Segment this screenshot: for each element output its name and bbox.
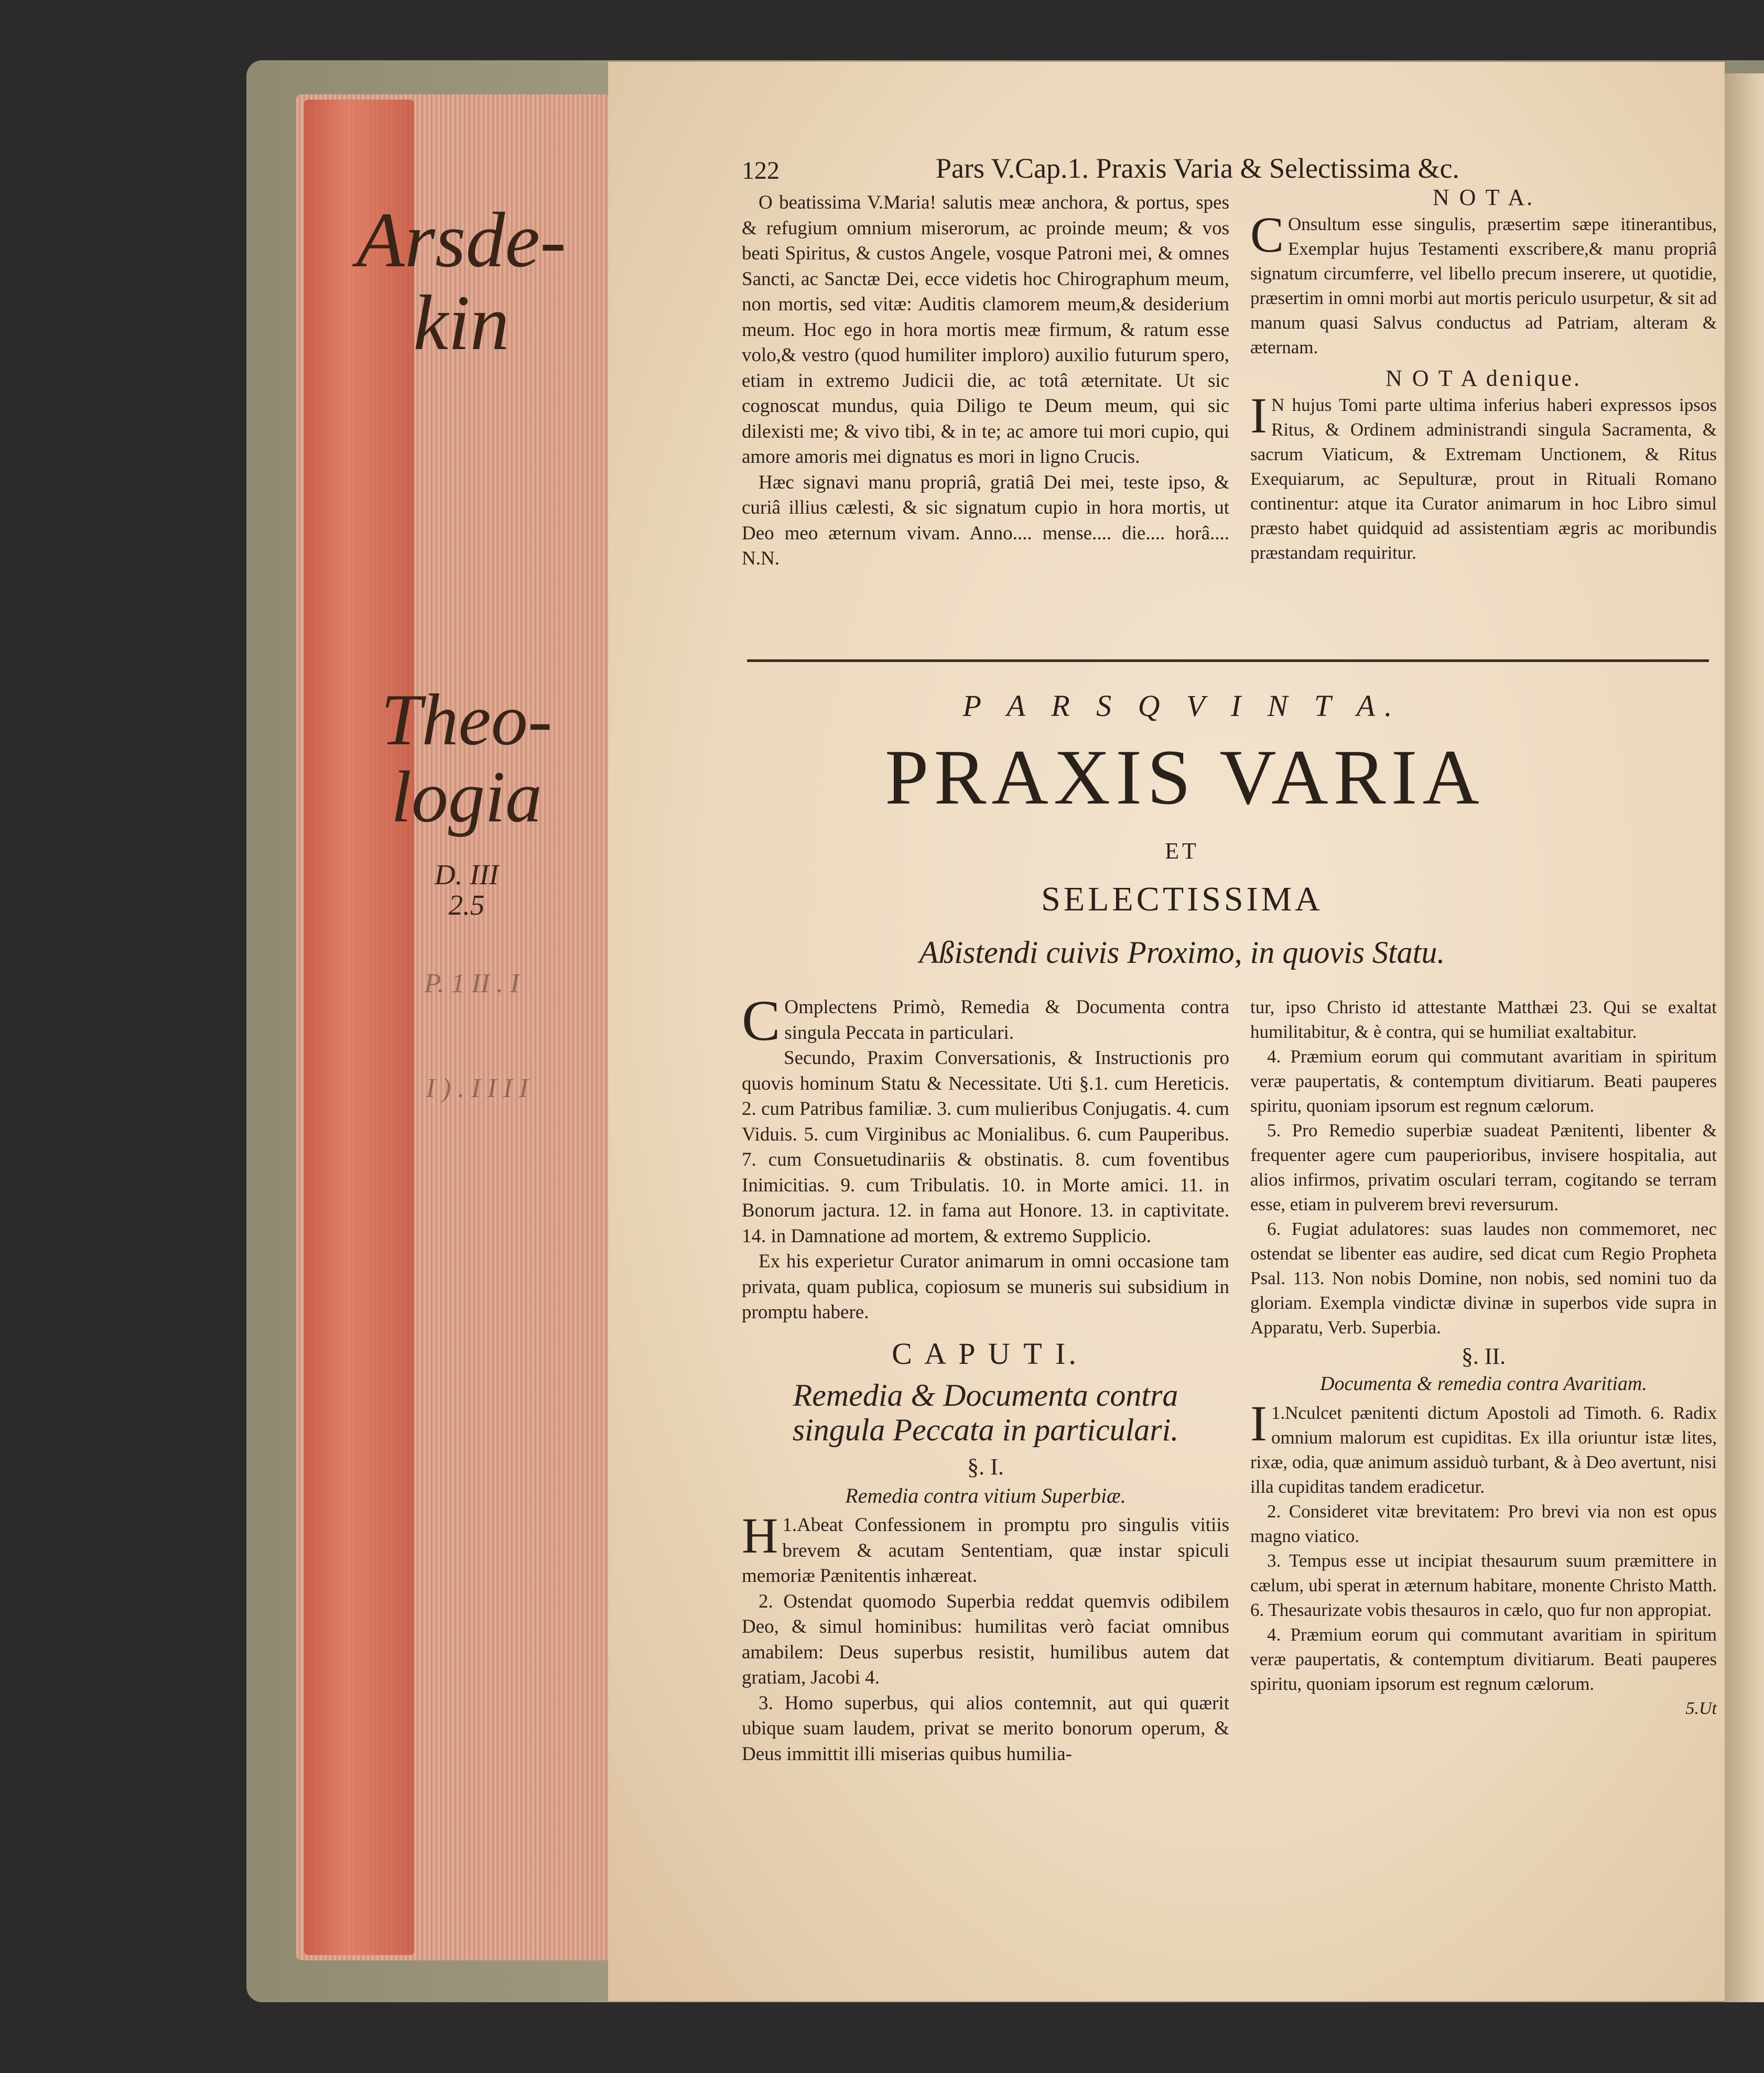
nota-column: [1250, 185, 1717, 565]
avaritia-item-1: 1. I Nculcet pænitenti dictum Apostoli ad Timoth. 6. Radix omnium malorum est cupiditas. Ex illa oriuntur istæ lites, rixæ, odia, quæ animum assiduò turbant, & à Deo avertunt, nisi illa cupiditas tandem eradicetur.: [1250, 1395, 1717, 1497]
section-divider-rule: [747, 659, 1709, 662]
contents-secundo: Secundo, Praxim Conversationis, & Instructionis pro quovis hominum Statu & Necessitate. Uti §.1. cum Hereticis. 2. cum Patribus familiæ. 3. cum mulieribus Conjugatis. 4. cum Viduis. 5. cum Virginibus ac Monialibus. 6. cum Pauperibus. 7. cum Consuetudinariis & obstinatis. 8. cum foventibus Inimicitias. 9. cum Tribulatis. 10. in Morte amici. 11. in Bonorum jactura. 12. in fama aut Honore. 13. in captivitate. 14. in Damnatione ad mortem, & extremo Supplicio.: [742, 1047, 1229, 1247]
superbia-item-5: 5. Pro Remedio superbiæ suadeat Pænitenti, libenter & frequenter agere cum pauperioribus, invisere hospitalia, aut alios infirmos, privatim osculari terram, cogitando se terram esse, etiam in pulverem brevi reversurum.: [1250, 1120, 1717, 1214]
superbia-item-3: 3. Homo superbus, qui alios contemnit, aut qui quærit ubique suam laudem, privat se merito bonorum operum, & Deus immittit illi miserias quibus humilia-: [742, 1692, 1229, 1765]
facing-page-edge: [1725, 73, 1764, 2002]
superbia-item-6: 6. Fugiat adulatores: suas laudes non commemoret, nec ostendat se libenter eas audire, sed dicat cum Regio Propheta Psal. 113. Non nobis Domine, non nobis, sed nomini tuo da gloriam. Exempla vindictæ divinæ in superbos vide supra in Apparatu, Verb. Superbia.: [1250, 1219, 1717, 1338]
section-1-title: Remedia contra vitium Superbiæ.: [845, 1483, 1126, 1507]
edge-faded-writing-2: I ) . I I I I: [426, 1073, 528, 1103]
caput-title: Remedia & Documenta contra singula Peccata in particulari.: [792, 1378, 1179, 1447]
pars-quinta-heading: P A R S Q V I N T A.: [962, 689, 1402, 723]
edge-faded-writing-1: P. 1 II . I: [424, 969, 520, 998]
page-number: 122: [742, 157, 780, 184]
nota-denique-text: I N hujus Tomi parte ultima inferius haberi expressos ipsos Ritus, & Ordinem administrandi singula Sacramenta, & sacrum Viaticum, & Extremam Unctionem, & Ritus Exequiarum, ac Sepulturæ, prout in Rituali Romano continentur: atque ita Curator animarum in hoc Libro simul præsto habet quidquid ad assistentiam ægris ac moribundis præstandam requiritur.: [1250, 387, 1717, 563]
section-1-mark: §. I.: [967, 1454, 1004, 1480]
subtitle: Aßistendi cuivis Proximo, in quovis Statu.: [919, 935, 1445, 970]
superbia-item-1: 1. H Abeat Confessionem in promptu pro singulis vitiis brevem & acutam Sententiam, quæ instar spiculi memoriæ Pænitentis inhæreat.: [742, 1507, 1229, 1587]
avaritia-drop-capital: I: [1250, 1395, 1267, 1451]
avaritia-item-2: 2. Consideret vitæ brevitatem: Pro brevi via non est opus magno viatico.: [1250, 1501, 1717, 1546]
contents-intro: C Omplectens Primò, Remedia & Documenta contra singula Peccata in particulari.: [742, 989, 1229, 1052]
testament-paragraph: O beatissima V.Maria! salutis meæ anchora, & portus, spes & refugium omnium miserorum, ac proinde meum; & vos beati Spiritus, & custos Angele, vosque Patroni mei, & omnes Sancti, ac Sanctæ Dei, ecce videtis hoc Chirographum meum, non mortis, sed vitæ: Auditis clamorem meum,& desiderium meum. Hoc ego in hora mortis meæ firmum, & ratum esse volo,& vestro (quod humiliter imploro) auxilio futurum spero, etiam in extremo Judicii die, ac totâ æternitate. Ut sic cognoscat mundus, quia Diligo te Deum meum, qui sic dilexisti me; & vivo tibi, & in te; ac amore tui mori cupio, qui amore amoris mei dignatus es mori in ligno Crucis.: [742, 192, 1229, 468]
et-heading: ET: [1165, 838, 1199, 864]
catchword: 5.Ut: [1685, 1699, 1717, 1718]
running-title: Pars V.Cap.1. Praxis Varia & Selectissima &c.: [936, 153, 1459, 184]
nota-denique-heading: N O T A denique.: [1385, 365, 1582, 391]
section-2-title: Documenta & remedia contra Avaritiam.: [1320, 1373, 1647, 1395]
section-2-mark: §. II.: [1461, 1343, 1506, 1369]
red-edge-stripe: [304, 100, 414, 1955]
superbia-item-2: 2. Ostendat quomodo Superbia reddat quemvis odibilem Deo, & simul hominibus: humilitas verò faciat omnibus amabilem: Deus superbus resistit, humilibus autem dat gratiam, Jacobi 4.: [742, 1590, 1229, 1688]
intro-drop-capital: C: [742, 989, 781, 1052]
lower-left-column: [742, 989, 1229, 1767]
contents-ex-his: Ex his experietur Curator animarum in omni occasione tam privata, quam publica, copiosum se muneris sui subsidium in promptu habere.: [742, 1251, 1229, 1323]
edge-writing-author: Arsde- kin: [356, 197, 566, 366]
testament-signature-paragraph: Hæc signavi manu propriâ, gratiâ Dei mei, teste ipso, & curiâ illius cælesti, & sic signatum cupio in hora mortis, ut Deo meo æternum vivam. Anno.... mense.... die.... horâ.... N.N.: [742, 471, 1229, 569]
edge-writing-subject: Theo- logia: [381, 679, 553, 838]
testament-text: [742, 190, 1229, 572]
nota-text: C Onsultum esse singulis, præsertim sæpe itinerantibus, Exemplar hujus Testamenti exscribere,& manu propriâ signatum circumferre, vel libello precum inserere, ut quotidie, præsertim in omni morbi aut mortis periculo usurpetur, & sit ad manum quasi Salvus conductus ad Patriam, alteram & æternam.: [1250, 207, 1717, 357]
caput-heading: C A P U T I.: [892, 1336, 1079, 1371]
avaritia-item-3: 3. Tempus esse ut incipiat thesaurum suum præmittere in cælum, ubi sperat in æternum habitare, monente Christo Matth. 6. Thesaurizate vobis thesauros in cælo, quo fur non appropiat.: [1250, 1550, 1717, 1620]
superbia-item-4: 4. Præmium eorum qui commutant avaritiam in spiritum veræ paupertatis, & contemptum divitiarum. Beati pauperes spiritu, quoniam ipsorum est regnum cælorum.: [1250, 1046, 1717, 1116]
praxis-varia-title: PRAXIS VARIA: [885, 734, 1485, 821]
nota-heading: N O T A.: [1432, 184, 1535, 210]
selectissima-heading: SELECTISSIMA: [1041, 880, 1323, 918]
nota-drop-capital: C: [1250, 207, 1284, 263]
book-page: [608, 62, 1725, 2001]
lower-right-column: [1250, 995, 1717, 1721]
avaritia-item-4: 4. Præmium eorum qui commutant avaritiam in spiritum veræ paupertatis, & contemptum divitiarum. Beati pauperes spiritu, quoniam ipsorum est regnum cælorum.: [1250, 1624, 1717, 1694]
edge-shelfmark: D. III 2.5: [434, 859, 499, 921]
superbia-continuation: tur, ipso Christo id attestante Matthæi 23. Qui se exaltat humilitabitur, & è contra, qui se humiliat exaltabitur.: [1250, 997, 1717, 1042]
item-drop-capital: H: [742, 1507, 778, 1564]
nota-denique-drop-capital: I: [1250, 387, 1267, 443]
